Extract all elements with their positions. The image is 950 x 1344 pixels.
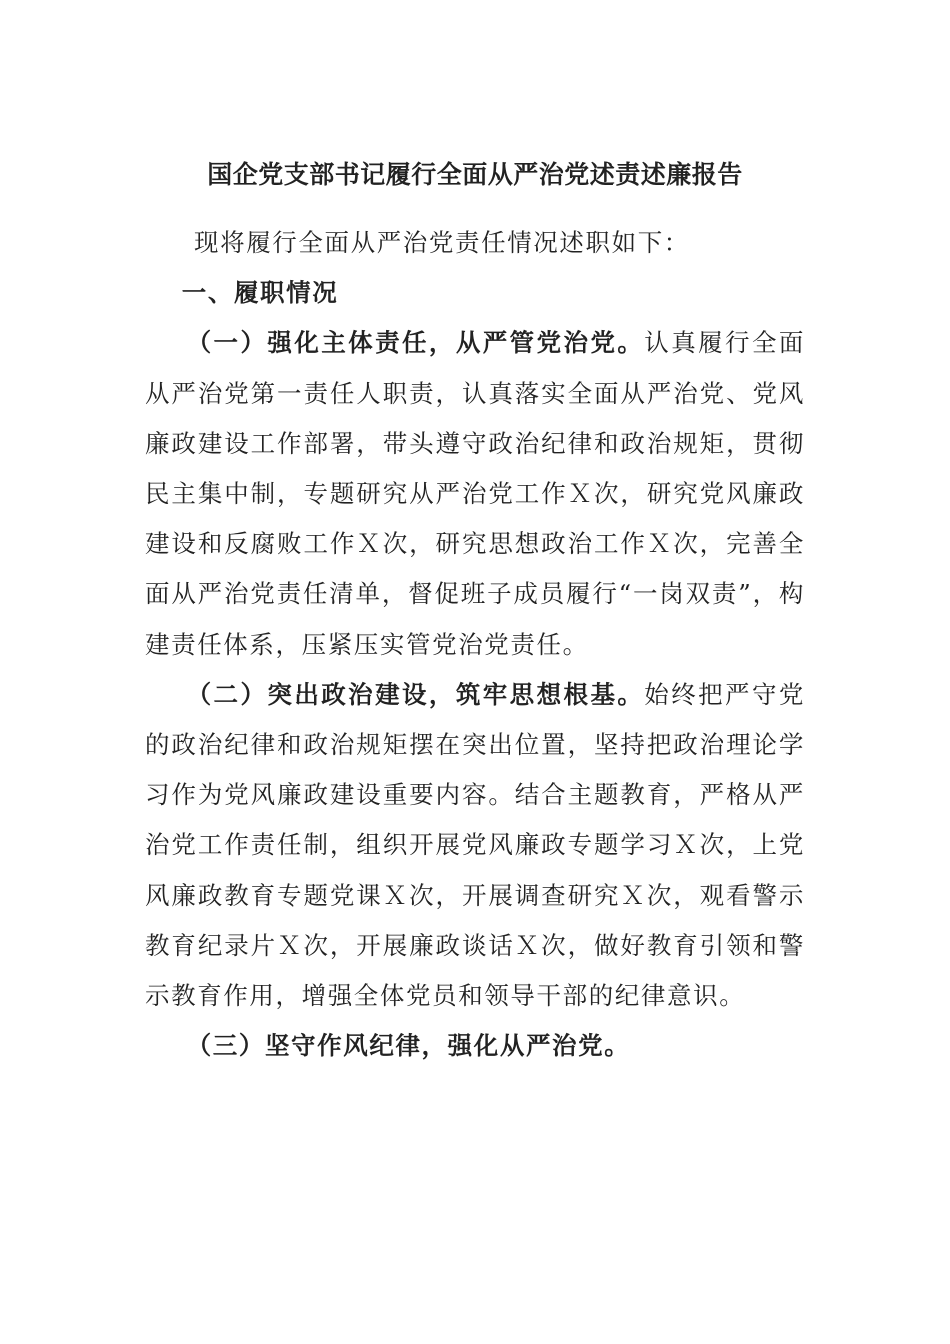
paragraph-lead-3: （三）坚守作风纪律，强化从严治党。 — [186, 1031, 631, 1061]
paragraph-lead-1: （一）强化主体责任，从严管党治党。 — [186, 328, 645, 358]
paragraph-text-1: 认真履行全面从严治党第一责任人职责，认真落实全面从严治党、党风廉政建设工作部署，带头遵守政治纪律和政治规矩，贯彻民主集中制，专题研究从严治党工作Ｘ次，研究党风廉政建设和反腐败工作Ｘ次，研究思想政治工作Ｘ次，完善全面从严治党责任清单，督促班子成员履行“一岗双责”，构建责任体系，压紧压实管党治党责任。 — [145, 328, 805, 659]
paragraph-lead-2: （二）突出政治建设，筑牢思想根基。 — [186, 679, 645, 709]
paragraph-item-2 — [145, 670, 805, 1021]
paragraph-text-2: 始终把严守党的政治纪律和政治规矩摆在突出位置，坚持把政治理论学习作为党风廉政建设重要内容。结合主题教育，严格从严治党工作责任制，组织开展党风廉政专题学习Ｘ次，上党风廉政教育专题党课Ｘ次，开展调查研究Ｘ次，观看警示教育纪录片Ｘ次，开展廉政谈话Ｘ次，做好教育引领和警示教育作用，增强全体党员和领导干部的纪律意识。 — [145, 679, 805, 1011]
document-title: 国企党支部书记履行全面从严治党述责述廉报告 — [207, 160, 743, 189]
paragraph-item-1 — [145, 318, 805, 669]
section-heading: 一、履职情况 — [181, 278, 339, 308]
intro-paragraph: 现将履行全面从严治党责任情况述职如下： — [194, 228, 690, 257]
paragraph-item-3 — [145, 1021, 805, 1071]
document-body — [145, 218, 805, 1071]
